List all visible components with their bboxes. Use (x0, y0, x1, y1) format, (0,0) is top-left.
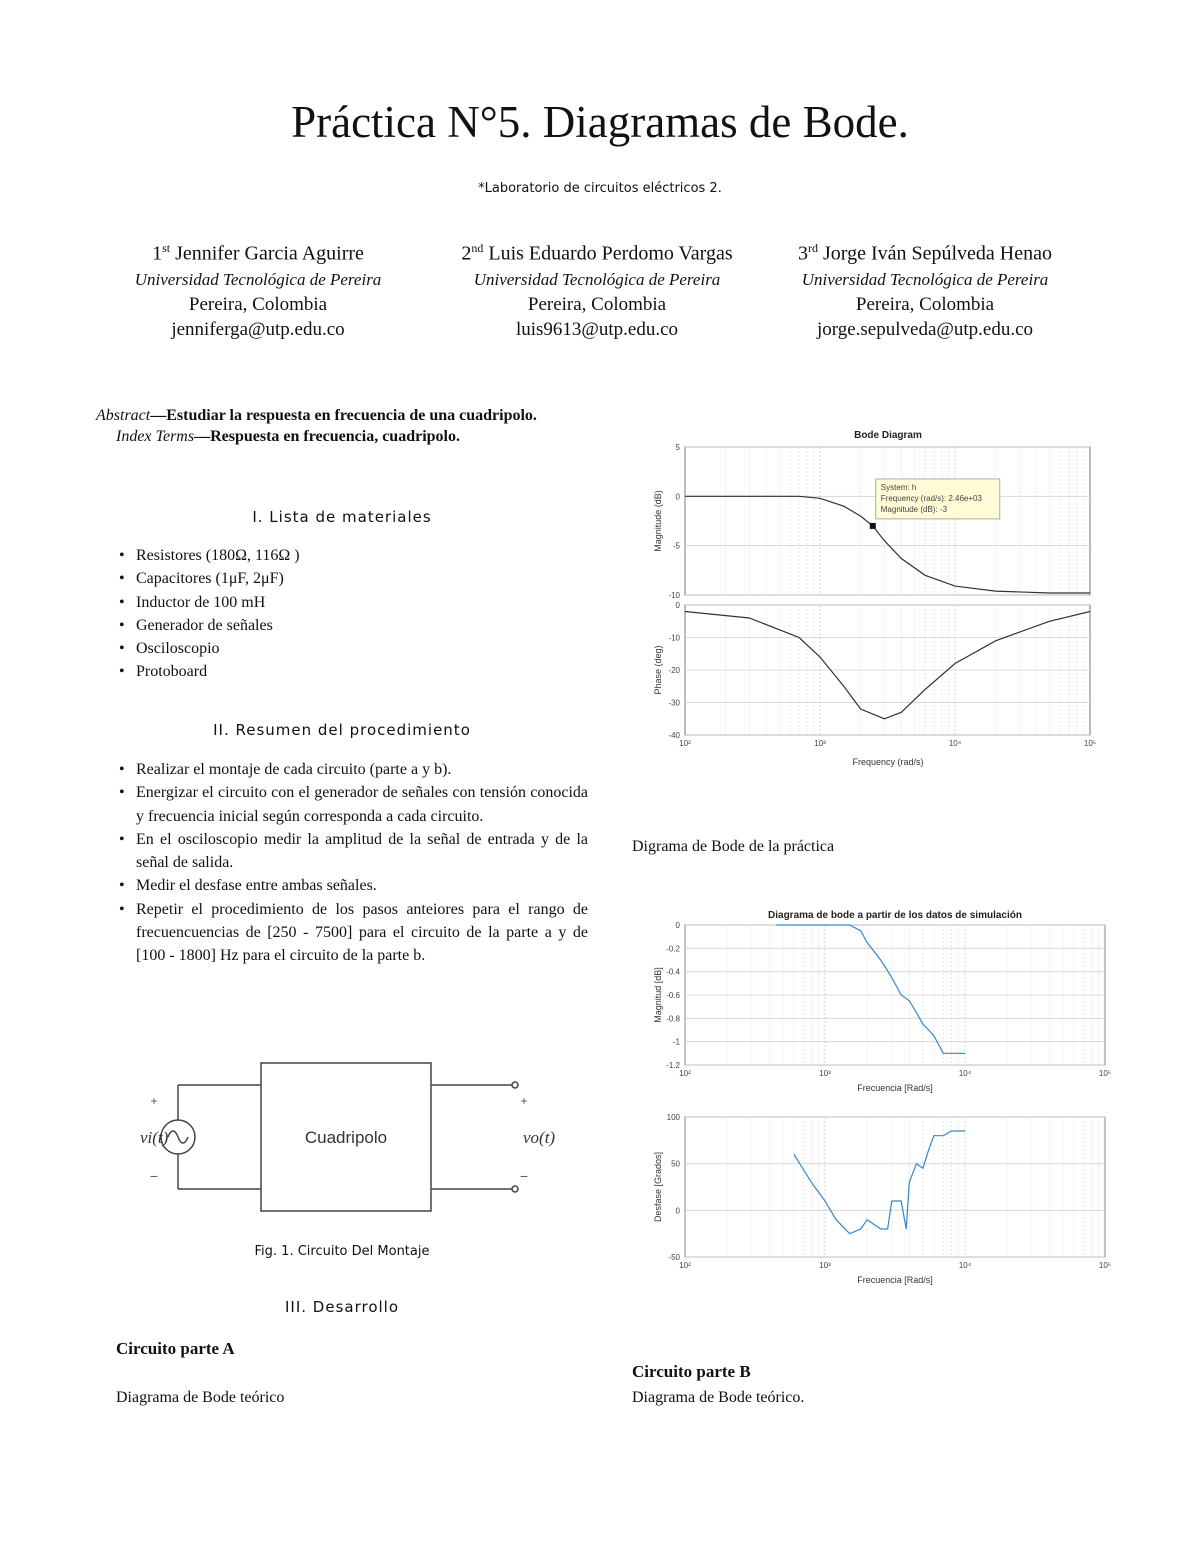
y-axis-label: Magnitud [dB] (653, 967, 663, 1023)
datatip-marker (870, 523, 876, 529)
list-item: • Inductor de 100 mH (116, 591, 588, 614)
list-item: • Protoboard (116, 660, 588, 683)
abstract-text: —Estudiar la respuesta en frecuencia de una cuadripolo. (150, 407, 537, 424)
author-affiliation: Universidad Tecnológica de Pereira (473, 269, 721, 289)
input-plus-sign: + (150, 1094, 158, 1108)
part-a-heading: Circuito parte A (116, 1339, 235, 1358)
list-item: • Realizar el montaje de cada circuito (parte a y b). (116, 758, 588, 781)
x-axis-label: Frecuencia [Rad/s] (857, 1083, 933, 1093)
y-tick-label: 100 (666, 1113, 680, 1122)
part-a-subheading: Diagrama de Bode teórico (116, 1389, 285, 1406)
x-axis-label: Frecuencia [Rad/s] (857, 1275, 933, 1285)
author-location: Pereira, Colombia (188, 293, 328, 315)
author-location: Pereira, Colombia (527, 293, 667, 315)
y-tick-label: -0.2 (666, 944, 680, 954)
x-tick-label: 10³ (814, 739, 826, 748)
y-tick-label: 0 (675, 601, 680, 610)
page-title: Práctica N°5. Diagramas de Bode. (291, 97, 909, 147)
y-tick-label: -1 (672, 1037, 680, 1047)
author-email[interactable]: luis9613@utp.edu.co (515, 318, 679, 340)
y-tick-label: -10 (668, 633, 680, 643)
author-1 (93, 236, 423, 342)
y-tick-label: -50 (668, 1253, 680, 1262)
datatip-line: Magnitude (dB): -3 (880, 504, 948, 514)
y-tick-label: -30 (668, 698, 680, 708)
author-email[interactable]: jenniferga@utp.edu.co (171, 318, 345, 340)
chart-title: Bode Diagram (854, 430, 922, 441)
y-tick-label: -0.8 (666, 1014, 680, 1024)
datatip-line: Frequency (rad/s): 2.46e+03 (880, 493, 982, 503)
list-item: • Generador de señales (116, 614, 588, 637)
list-item: • Resistores (180Ω, 116Ω ) (116, 544, 588, 567)
author-affiliation: Universidad Tecnológica de Pereira (134, 269, 382, 289)
author-location: Pereira, Colombia (855, 293, 995, 315)
y-tick-label: 0 (675, 492, 680, 502)
y-tick-label: 0 (675, 921, 680, 930)
list-item: • En el osciloscopio medir la amplitud de la señal de entrada y de la señal de salida. (116, 828, 588, 875)
chart-title: Diagrama de bode a partir de los datos de simulación (768, 910, 1022, 921)
y-axis-label: Magnitude (dB) (653, 490, 663, 552)
author-ordinal-suffix: st (162, 241, 171, 255)
list-item: • Repetir el procedimiento de los pasos anteiores para el rango de frecuencuencias de [250 - 7500] para el circuito de la parte a y de [100 - 1800] Hz para el circuito de la parte b. (116, 898, 588, 968)
output-plus-sign: + (520, 1094, 528, 1108)
plot-area-0 (685, 447, 1090, 595)
list-item: • Energizar el circuito con el generador de señales con tensión conocida y frecuencia inicial según corresponda a cada circuito. (116, 781, 588, 828)
y-axis-label: Phase (deg) (653, 645, 663, 695)
simulation-bode-chart (640, 905, 1115, 1290)
output-voltage-label: vo(t) (523, 1128, 556, 1147)
section-heading-development: III. Desarrollo (284, 1298, 400, 1316)
author-2 (432, 236, 762, 342)
x-tick-label: 10⁵ (1098, 1069, 1112, 1078)
x-tick-label: 10⁵ (1098, 1261, 1112, 1270)
plot-area-1 (685, 1117, 1105, 1257)
x-tick-label: 10² (679, 1261, 691, 1270)
x-tick-label: 10² (679, 1069, 691, 1078)
output-terminal-top (512, 1082, 518, 1088)
abstract-label: Abstract (96, 407, 151, 424)
x-tick-label: 10⁴ (958, 1261, 972, 1270)
author-ordinal: 2 (461, 242, 472, 265)
author-ordinal: 3 (797, 242, 808, 265)
materials-list (116, 544, 588, 684)
list-item: • Medir el desfase entre ambas señales. (116, 874, 588, 897)
y-tick-label: -1.2 (666, 1061, 680, 1070)
index-terms-text: —Respuesta en frecuencia, cuadripolo. (194, 428, 460, 445)
author-name: Luis Eduardo Perdomo Vargas (488, 242, 733, 265)
list-item: • Osciloscopio (116, 637, 588, 660)
author-ordinal: 1 (152, 242, 163, 265)
x-tick-label: 10⁴ (948, 739, 962, 748)
author-ordinal-suffix: nd (471, 241, 484, 255)
x-tick-label: 10⁵ (1083, 739, 1097, 748)
y-tick-label: -0.6 (666, 991, 680, 1000)
y-tick-label: -5 (672, 541, 680, 551)
y-axis-label: Desfase [Grados] (653, 1151, 663, 1223)
datatip-line: System: h (880, 482, 917, 492)
bode-caption: Digrama de Bode de la práctica (632, 838, 835, 855)
section-heading-materials: I. Lista de materiales (252, 508, 432, 526)
x-tick-label: 10⁴ (958, 1069, 972, 1078)
procedure-list (116, 758, 588, 968)
sine-wave-icon (168, 1131, 188, 1143)
figure-caption: Fig. 1. Circuito Del Montaje (254, 1244, 430, 1259)
abstract (96, 405, 588, 447)
y-tick-label: -10 (668, 591, 680, 600)
list-item: • Capacitores (1μF, 2μF) (116, 567, 588, 590)
author-name: Jennifer Garcia Aguirre (175, 242, 364, 265)
index-terms-label: Index Terms (116, 428, 195, 445)
author-affiliation: Universidad Tecnológica de Pereira (801, 269, 1049, 289)
part-b-subheading: Diagrama de Bode teórico. (632, 1389, 805, 1406)
y-tick-label: -0.4 (666, 967, 680, 977)
y-tick-label: 0 (675, 1206, 680, 1216)
y-tick-label: 5 (675, 443, 680, 452)
circuit-diagram (140, 1055, 570, 1220)
author-email[interactable]: jorge.sepulveda@utp.edu.co (816, 318, 1034, 340)
input-voltage-label: vi(t) (140, 1128, 169, 1147)
input-minus-sign: − (149, 1168, 159, 1184)
output-minus-sign: − (519, 1168, 529, 1184)
section-heading-procedure: II. Resumen del procedimiento (213, 721, 471, 739)
x-tick-label: 10³ (819, 1261, 831, 1270)
x-axis-label: Frequency (rad/s) (852, 757, 924, 767)
bode-diagram-chart (645, 425, 1105, 775)
quadripole-label: Cuadripolo (304, 1128, 388, 1147)
y-tick-label: 50 (671, 1159, 680, 1169)
y-tick-label: -20 (668, 666, 680, 675)
x-tick-label: 10³ (819, 1069, 831, 1078)
author-name: Jorge Iván Sepúlveda Henao (822, 242, 1052, 265)
author-3 (760, 236, 1090, 342)
author-ordinal-suffix: rd (807, 241, 818, 255)
part-b-heading: Circuito parte B (632, 1362, 751, 1381)
y-tick-label: -40 (668, 731, 680, 740)
page-subtitle: *Laboratorio de circuitos eléctricos 2. (478, 181, 722, 196)
output-terminal-bottom (512, 1186, 518, 1192)
x-tick-label: 10² (679, 739, 691, 748)
